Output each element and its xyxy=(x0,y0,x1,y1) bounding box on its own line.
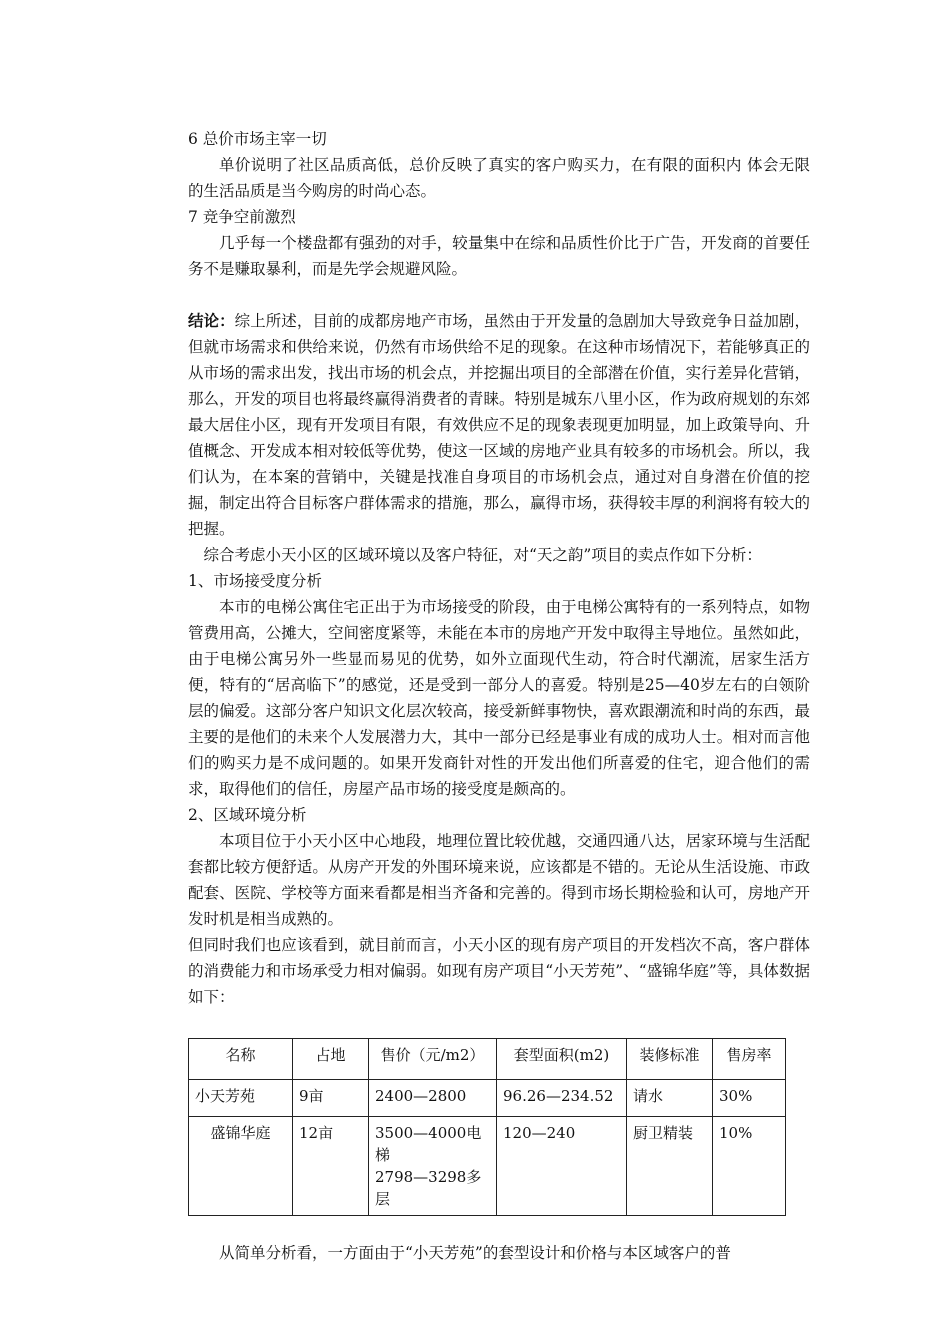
spacer xyxy=(188,1216,810,1240)
analysis-2-title: 2、区域环境分析 xyxy=(188,806,307,824)
analysis-2-body-2: 但同时我们也应该看到，就目前而言，小天小区的现有房产项目的开发档次不高，客户群体的消费能力和市场承受力相对偏弱。如现有房产项目“小天芳苑”、“盛锦华庭”等，具体数据如下： xyxy=(188,936,810,1006)
cell-price xyxy=(369,1117,497,1216)
cell-price-line-1: 3500—4000电梯 xyxy=(375,1124,482,1164)
cell-size: 120—240 xyxy=(497,1117,627,1216)
cell-rate: 10% xyxy=(713,1117,786,1216)
table-header-row xyxy=(189,1039,786,1080)
section-7-body: 几乎每一个楼盘都有强劲的对手，较量集中在综和品质性价比于广告，开发商的首要任务不是赚取暴利，而是先学会规避风险。 xyxy=(188,234,810,278)
conclusion-paragraph xyxy=(188,308,810,542)
cell-size: 96.26—234.52 xyxy=(497,1080,627,1117)
table-row xyxy=(189,1080,786,1117)
cell-name: 盛锦华庭 xyxy=(189,1117,293,1216)
header-cell-price: 售价（元/m2） xyxy=(369,1039,497,1080)
table-row xyxy=(189,1117,786,1216)
spacer xyxy=(188,282,810,308)
section-6-body: 单价说明了社区品质高低，总价反映了真实的客户购买力，在有限的面积内 体会无限的生活品质是当今购房的时尚心态。 xyxy=(188,156,810,200)
analysis-2-body: 本项目位于小天小区中心地段，地理位置比较优越，交通四通八达，居家环境与生活配套都比较方便舒适。从房产开发的外围环境来说，应该都是不错的。无论从生活设施、市政配套、医院、学校等方面来看都是相当齐备和完善的。得到市场长期检验和认可，房地产开发时机是相当成熟的。 xyxy=(188,832,810,928)
cell-price-line-2: 2798—3298多层 xyxy=(375,1168,482,1208)
cell-rate: 30% xyxy=(713,1080,786,1117)
intro-paragraph: 综合考虑小天小区的区域环境以及客户特征，对“天之韵”项目的卖点作如下分析： xyxy=(203,546,762,564)
document-page xyxy=(188,126,810,1266)
cell-name: 小天芳苑 xyxy=(189,1080,293,1117)
header-cell-name: 名称 xyxy=(189,1039,293,1080)
conclusion-text: 综上所述，目前的成都房地产市场，虽然由于开发量的急剧加大导致竞争日益加剧，但就市场需求和供给来说，仍然有市场供给不足的现象。在这种市场情况下，若能够真正的从市场的需求出发，找出市场的机会点，并挖掘出项目的全部潜在价值，实行差异化营销，那么，开发的项目也将最终赢得消费者的青睐。特别是城东八里小区，作为政府规划的东郊最大居住小区，现有开发项目有限，有效供应不足的现象表现更加明显，加上政策导向、升值概念、开发成本相对较低等优势，使这一区域的房地产业具有较多的市场机会。所以，我们认为，在本案的营销中，关键是找准自身项目的市场机会点，通过对自身潜在价值的挖掘，制定出符合目标客户群体需求的措施，那么，赢得市场，获得较丰厚的利润将有较大的把握。 xyxy=(188,312,810,538)
section-7-title: 7 竞争空前激烈 xyxy=(188,208,296,226)
cell-finish: 厨卫精装 xyxy=(627,1117,713,1216)
section-6-title: 6 总价市场主宰一切 xyxy=(188,130,327,148)
cell-area: 12亩 xyxy=(293,1117,369,1216)
header-cell-size: 套型面积(m2) xyxy=(497,1039,627,1080)
analysis-1-title: 1、市场接受度分析 xyxy=(188,572,322,590)
header-cell-rate: 售房率 xyxy=(713,1039,786,1080)
cell-price: 2400—2800 xyxy=(369,1080,497,1117)
cell-finish: 请水 xyxy=(627,1080,713,1117)
conclusion-label: 结论： xyxy=(188,311,235,330)
closing-paragraph: 从简单分析看，一方面由于“小天芳苑”的套型设计和价格与本区域客户的普 xyxy=(219,1244,731,1262)
analysis-1-body: 本市的电梯公寓住宅正出于为市场接受的阶段，由于电梯公寓特有的一系列特点，如物管费用高，公摊大，空间密度紧等，未能在本市的房地产开发中取得主导地位。虽然如此，由于电梯公寓另外一些显而易见的优势，如外立面现代生动，符合时代潮流，居家生活方便，特有的“居高临下”的感觉，还是受到一部分人的喜爱。特别是25—40岁左右的白领阶层的偏爱。这部分客户知识文化层次较高，接受新鲜事物快，喜欢跟潮流和时尚的东西，最主要的是他们的未来个人发展潜力大，其中一部分已经是事业有成的成功人士。相对而言他们的购买力是不成问题的。如果开发商针对性的开发出他们所喜爱的住宅，迎合他们的需求，取得他们的信任，房屋产品市场的接受度是颇高的。 xyxy=(188,598,810,798)
header-cell-area: 占地 xyxy=(293,1039,369,1080)
cell-area: 9亩 xyxy=(293,1080,369,1117)
project-data-table xyxy=(188,1038,786,1216)
header-cell-finish: 装修标准 xyxy=(627,1039,713,1080)
